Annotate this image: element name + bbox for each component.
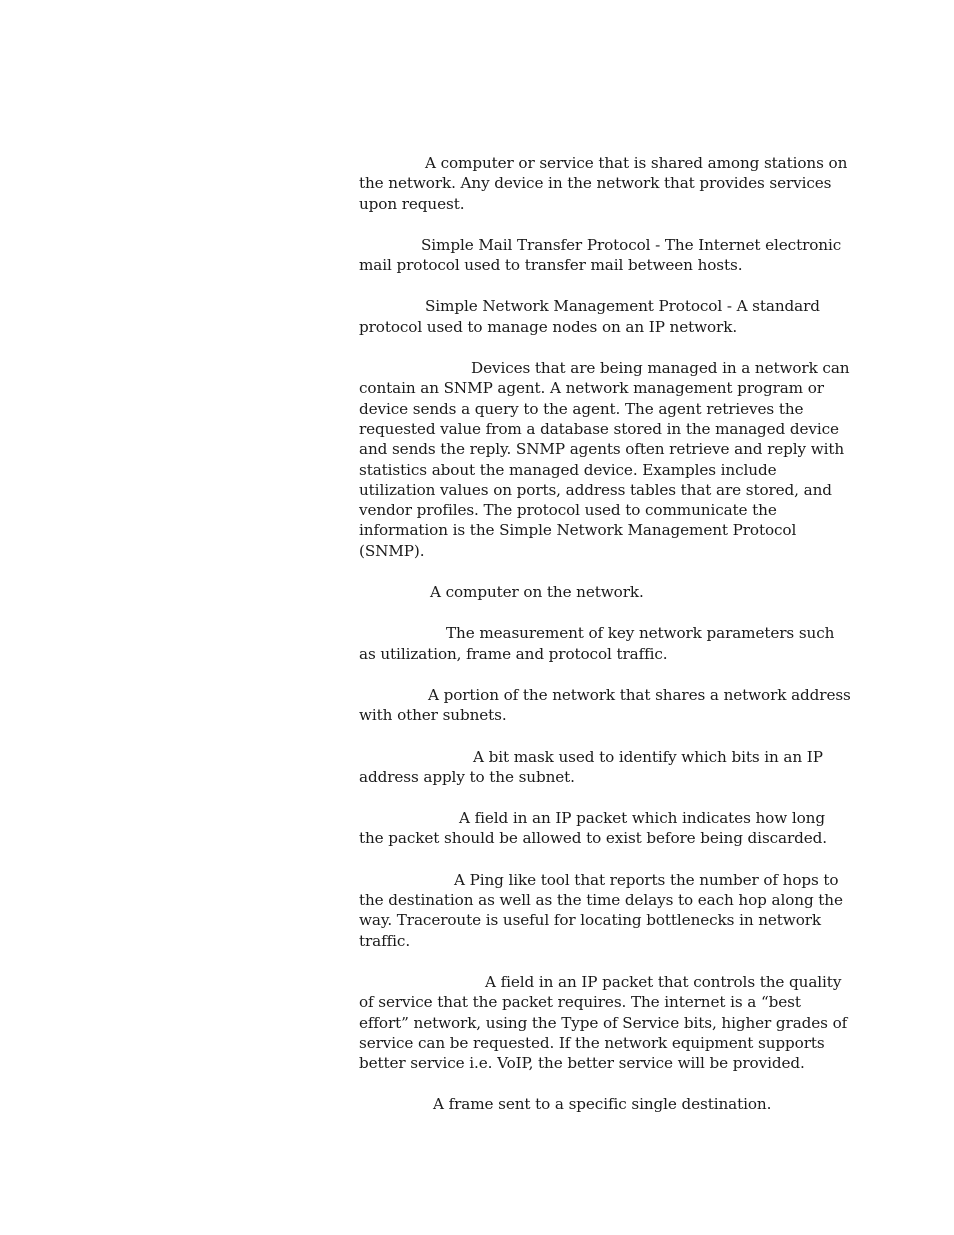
glossary-entry xyxy=(359,153,854,214)
entry-definition: A field in an IP packet which indicates how long the packet should be allowed to exist before being discarded. xyxy=(359,809,828,848)
glossary-entry xyxy=(359,582,854,602)
entry-definition: A field in an IP packet that controls the quality of service that the packet requires. The internet is a “best effort” network, using the Type of Service bits, higher grades of service can be requested. If the network equipment supports better service i.e. VoIP, the better service will be provided. xyxy=(359,972,848,1073)
glossary-entry xyxy=(359,1094,854,1114)
entry-definition: A computer or service that is shared among stations on the network. Any device in the network that provides services upon request. xyxy=(359,154,848,213)
entry-definition: The measurement of key network parameters such as utilization, frame and protocol traffic. xyxy=(359,624,835,663)
entry-definition: A bit mask used to identify which bits in an IP address apply to the subnet. xyxy=(359,747,823,786)
entry-definition: A portion of the network that shares a network address with other subnets. xyxy=(359,685,851,725)
glossary-entry xyxy=(359,808,854,849)
entry-definition: A frame sent to a specific single destination. xyxy=(433,1095,772,1114)
glossary-entry xyxy=(359,235,854,276)
entry-definition: A computer on the network. xyxy=(430,583,644,602)
entry-definition: Simple Mail Transfer Protocol - The Internet electronic mail protocol used to transfer mail between hosts. xyxy=(359,235,842,275)
glossary-entry xyxy=(359,296,854,337)
entry-definition: A Ping like tool that reports the number of hops to the destination as well as the time delays to each hop along the way. Traceroute is useful for locating bottlenecks in network traffic. xyxy=(359,870,843,950)
entry-definition: Devices that are being managed in a network can contain an SNMP agent. A network management program or device sends a query to the agent. The agent retrieves the requested value from a database stored in the managed device and sends the reply. SNMP agents often retrieve and reply with statistics about the managed device. Examples include utilization values on ports, address tables that are stored, and vendor profiles. The protocol used to communicate the information is the Simple Network Management Protocol (SNMP). xyxy=(359,359,850,560)
entry-definition: Simple Network Management Protocol - A standard protocol used to manage nodes on an IP network. xyxy=(359,297,820,336)
glossary-list xyxy=(359,153,854,1136)
glossary-entry xyxy=(359,623,854,664)
glossary-entry xyxy=(359,685,854,726)
glossary-entry xyxy=(359,870,854,951)
glossary-entry xyxy=(359,358,854,561)
glossary-entry xyxy=(359,747,854,788)
glossary-entry xyxy=(359,972,854,1073)
